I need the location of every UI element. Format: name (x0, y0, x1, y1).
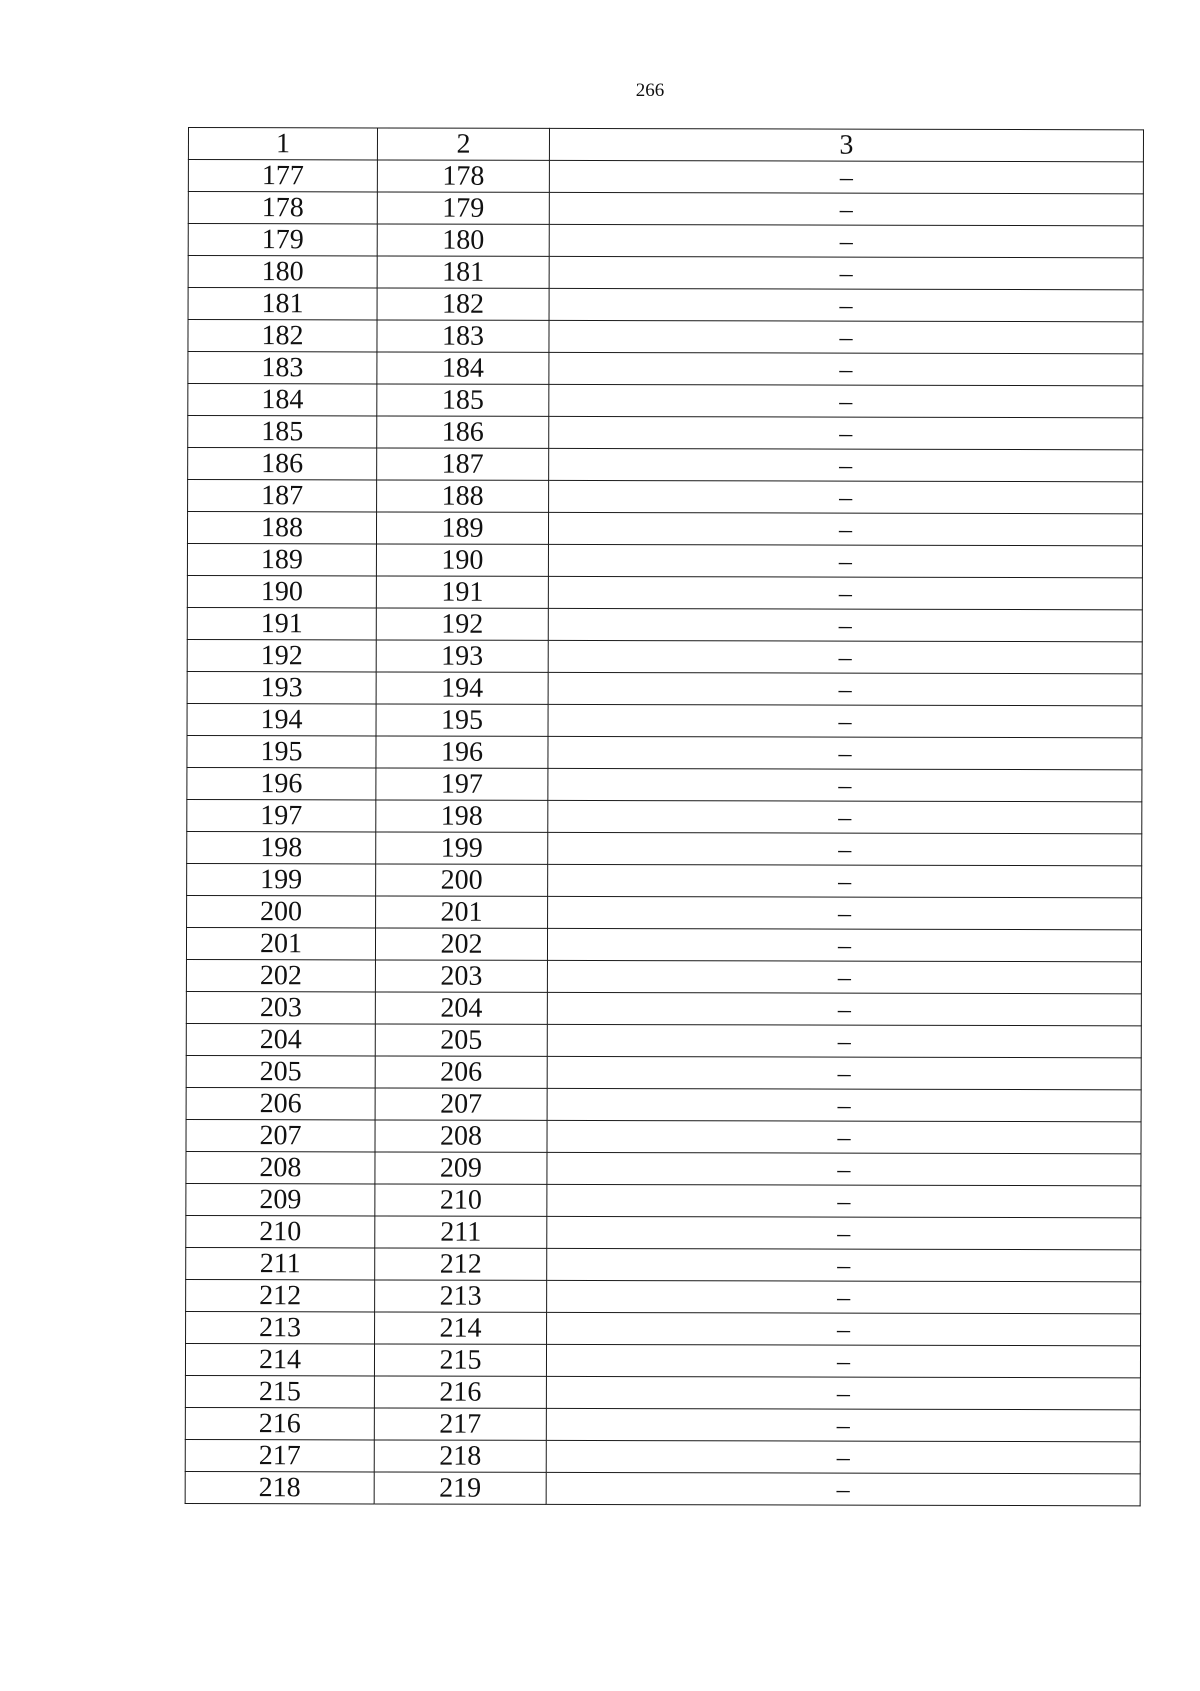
table-row (188, 224, 1143, 258)
table-cell-col-1: 205 (186, 1055, 375, 1087)
table-cell-col-1: 183 (188, 352, 377, 384)
table-cell-col-3: – (548, 512, 1142, 545)
table-cell-col-2: 219 (374, 1472, 546, 1504)
table-cell-col-1: 214 (185, 1343, 374, 1375)
table-cell-col-1: 195 (187, 735, 376, 767)
table-row (188, 384, 1143, 418)
table-cell-col-3: – (547, 928, 1141, 961)
table-cell-col-1: 179 (188, 224, 377, 256)
table-cell-col-3: – (548, 736, 1142, 769)
table-cell-col-2: 191 (376, 576, 548, 608)
table-row (185, 1471, 1140, 1505)
table-row (188, 288, 1143, 322)
table-cell-col-2: 194 (376, 672, 548, 704)
table-cell-col-3: – (548, 896, 1142, 929)
table-cell-col-2: 198 (376, 800, 548, 832)
table-cell-col-1: 188 (187, 512, 376, 544)
table-cell-col-2: 184 (377, 352, 549, 384)
table-cell-col-3: – (546, 1440, 1140, 1473)
table-cell-col-3: – (547, 1248, 1141, 1281)
table-row (185, 1439, 1140, 1473)
table-cell-col-1: 189 (187, 544, 376, 576)
table-cell-col-3: – (547, 1056, 1141, 1089)
table-row (188, 448, 1143, 482)
table-cell-col-2: 213 (375, 1280, 547, 1312)
table-cell-col-3: – (548, 704, 1142, 737)
table-row (188, 352, 1143, 386)
table-cell-col-3: – (549, 160, 1143, 193)
header-cell-col-1: 1 (188, 128, 377, 160)
table-cell-col-1: 212 (186, 1279, 375, 1311)
table-cell-col-1: 180 (188, 256, 377, 288)
table-row (186, 1119, 1141, 1153)
table-cell-col-2: 216 (374, 1376, 546, 1408)
table-cell-col-2: 214 (375, 1312, 547, 1344)
table-cell-col-3: – (547, 1216, 1141, 1249)
table-cell-col-1: 200 (187, 895, 376, 927)
table-row (186, 1087, 1141, 1121)
table-row (188, 160, 1143, 194)
table-row (188, 256, 1143, 290)
table-cell-col-1: 192 (187, 639, 376, 671)
table-cell-col-3: – (549, 480, 1143, 513)
table-cell-col-2: 182 (377, 288, 549, 320)
table-cell-col-2: 190 (376, 544, 548, 576)
table-row (187, 639, 1142, 673)
table-cell-col-1: 182 (188, 320, 377, 352)
table-cell-col-3: – (547, 1120, 1141, 1153)
table-cell-col-2: 188 (377, 480, 549, 512)
table-cell-col-3: – (547, 1280, 1141, 1313)
table-row (186, 1023, 1141, 1057)
table-cell-col-2: 195 (376, 704, 548, 736)
table-cell-col-3: – (548, 800, 1142, 833)
table-row (186, 1151, 1141, 1185)
table-cell-col-2: 192 (376, 608, 548, 640)
table-cell-col-1: 184 (188, 384, 377, 416)
table-cell-col-3: – (547, 1088, 1141, 1121)
table-cell-col-3: – (548, 672, 1142, 705)
table-cell-col-3: – (548, 544, 1142, 577)
table-cell-col-1: 187 (188, 480, 377, 512)
table-cell-col-1: 213 (186, 1311, 375, 1343)
table-cell-col-2: 203 (375, 960, 547, 992)
table-cell-col-1: 208 (186, 1151, 375, 1183)
table-cell-col-3: – (546, 1344, 1140, 1377)
table-cell-col-1: 191 (187, 607, 376, 639)
table-row (187, 671, 1142, 705)
table-row (188, 320, 1143, 354)
table-cell-col-1: 217 (185, 1439, 374, 1471)
table-cell-col-3: – (547, 1152, 1141, 1185)
table-cell-col-2: 209 (375, 1152, 547, 1184)
table-cell-col-3: – (549, 320, 1143, 353)
table-cell-col-3: – (549, 224, 1143, 257)
table-cell-col-1: 193 (187, 671, 376, 703)
table-cell-col-3: – (547, 992, 1141, 1025)
table-cell-col-2: 187 (377, 448, 549, 480)
table-cell-col-3: – (547, 960, 1141, 993)
table-cell-col-3: – (549, 352, 1143, 385)
table-cell-col-1: 190 (187, 575, 376, 607)
table-cell-col-2: 197 (376, 768, 548, 800)
table-cell-col-3: – (548, 768, 1142, 801)
table-row (186, 1279, 1141, 1313)
table-cell-col-2: 178 (377, 160, 549, 192)
table-cell-col-1: 185 (188, 416, 377, 448)
header-cell-col-3: 3 (549, 128, 1143, 161)
table-cell-col-2: 196 (376, 736, 548, 768)
table-cell-col-2: 210 (375, 1184, 547, 1216)
table-cell-col-2: 185 (377, 384, 549, 416)
table-cell-col-2: 204 (375, 992, 547, 1024)
table-row (187, 895, 1142, 929)
table-cell-col-3: – (549, 192, 1143, 225)
table-row (187, 863, 1142, 897)
table-cell-col-1: 202 (186, 959, 375, 991)
table-cell-col-3: – (548, 576, 1142, 609)
table-cell-col-3: – (549, 288, 1143, 321)
table-row (187, 735, 1142, 769)
table-cell-col-3: – (549, 416, 1143, 449)
table-row (187, 767, 1142, 801)
table-row (188, 480, 1143, 514)
table-row (187, 544, 1142, 578)
table-cell-col-1: 209 (186, 1183, 375, 1215)
table-cell-col-2: 215 (374, 1344, 546, 1376)
table-cell-col-1: 204 (186, 1023, 375, 1055)
table-cell-col-1: 203 (186, 991, 375, 1023)
table-row (186, 927, 1141, 961)
table-cell-col-3: – (547, 1024, 1141, 1057)
table-cell-col-1: 177 (188, 160, 377, 192)
table-cell-col-1: 215 (185, 1375, 374, 1407)
table-cell-col-2: 208 (375, 1120, 547, 1152)
table-cell-col-3: – (546, 1376, 1140, 1409)
table-row (185, 1375, 1140, 1409)
table-cell-col-2: 179 (377, 192, 549, 224)
table-cell-col-1: 199 (187, 863, 376, 895)
table-cell-col-2: 189 (376, 512, 548, 544)
table-row (187, 703, 1142, 737)
table-row (186, 959, 1141, 993)
table-cell-col-1: 198 (187, 831, 376, 863)
table-body (185, 128, 1143, 1506)
table-cell-col-1: 201 (186, 927, 375, 959)
table-cell-col-3: – (546, 1472, 1140, 1505)
table-cell-col-3: – (549, 448, 1143, 481)
table-row (186, 1055, 1141, 1089)
table-cell-col-3: – (548, 640, 1142, 673)
table-cell-col-2: 183 (377, 320, 549, 352)
table-cell-col-2: 200 (376, 864, 548, 896)
table-row (187, 799, 1142, 833)
table-row (188, 192, 1143, 226)
table-row (186, 991, 1141, 1025)
table-cell-col-1: 207 (186, 1119, 375, 1151)
table-cell-col-1: 178 (188, 192, 377, 224)
data-table (185, 127, 1144, 1506)
table-cell-col-1: 211 (186, 1247, 375, 1279)
table-cell-col-2: 202 (375, 928, 547, 960)
table-cell-col-2: 212 (375, 1248, 547, 1280)
table-cell-col-3: – (548, 832, 1142, 865)
table-cell-col-2: 186 (377, 416, 549, 448)
table-row (185, 1343, 1140, 1377)
table-cell-col-2: 180 (377, 224, 549, 256)
table-cell-col-3: – (548, 864, 1142, 897)
table-cell-col-2: 181 (377, 256, 549, 288)
table-cell-col-1: 218 (185, 1471, 374, 1503)
table-cell-col-2: 193 (376, 640, 548, 672)
table-cell-col-3: – (548, 608, 1142, 641)
header-row (188, 128, 1143, 162)
header-cell-col-2: 2 (377, 128, 549, 160)
table-cell-col-3: – (547, 1312, 1141, 1345)
table-row (187, 575, 1142, 609)
page-number: 266 (635, 80, 665, 101)
table-row (186, 1247, 1141, 1281)
table-row (186, 1183, 1141, 1217)
table-cell-col-1: 194 (187, 703, 376, 735)
table-cell-col-1: 210 (186, 1215, 375, 1247)
table-row (187, 512, 1142, 546)
table-row (186, 1215, 1141, 1249)
table-cell-col-3: – (546, 1408, 1140, 1441)
table-cell-col-1: 206 (186, 1087, 375, 1119)
table-cell-col-1: 196 (187, 767, 376, 799)
table-cell-col-1: 181 (188, 288, 377, 320)
table-row (187, 607, 1142, 641)
table-cell-col-2: 218 (374, 1440, 546, 1472)
table-cell-col-2: 199 (376, 832, 548, 864)
table-cell-col-2: 211 (375, 1216, 547, 1248)
table-row (185, 1407, 1140, 1441)
table-cell-col-2: 207 (375, 1088, 547, 1120)
table-cell-col-2: 201 (376, 896, 548, 928)
table-row (187, 831, 1142, 865)
table-cell-col-1: 216 (185, 1407, 374, 1439)
table-row (188, 416, 1143, 450)
table-cell-col-3: – (547, 1184, 1141, 1217)
table-row (186, 1311, 1141, 1345)
table-cell-col-2: 206 (375, 1056, 547, 1088)
table-cell-col-2: 205 (375, 1024, 547, 1056)
table-cell-col-1: 186 (188, 448, 377, 480)
table-cell-col-2: 217 (374, 1408, 546, 1440)
table-cell-col-1: 197 (187, 799, 376, 831)
table-cell-col-3: – (549, 256, 1143, 289)
table-cell-col-3: – (549, 384, 1143, 417)
